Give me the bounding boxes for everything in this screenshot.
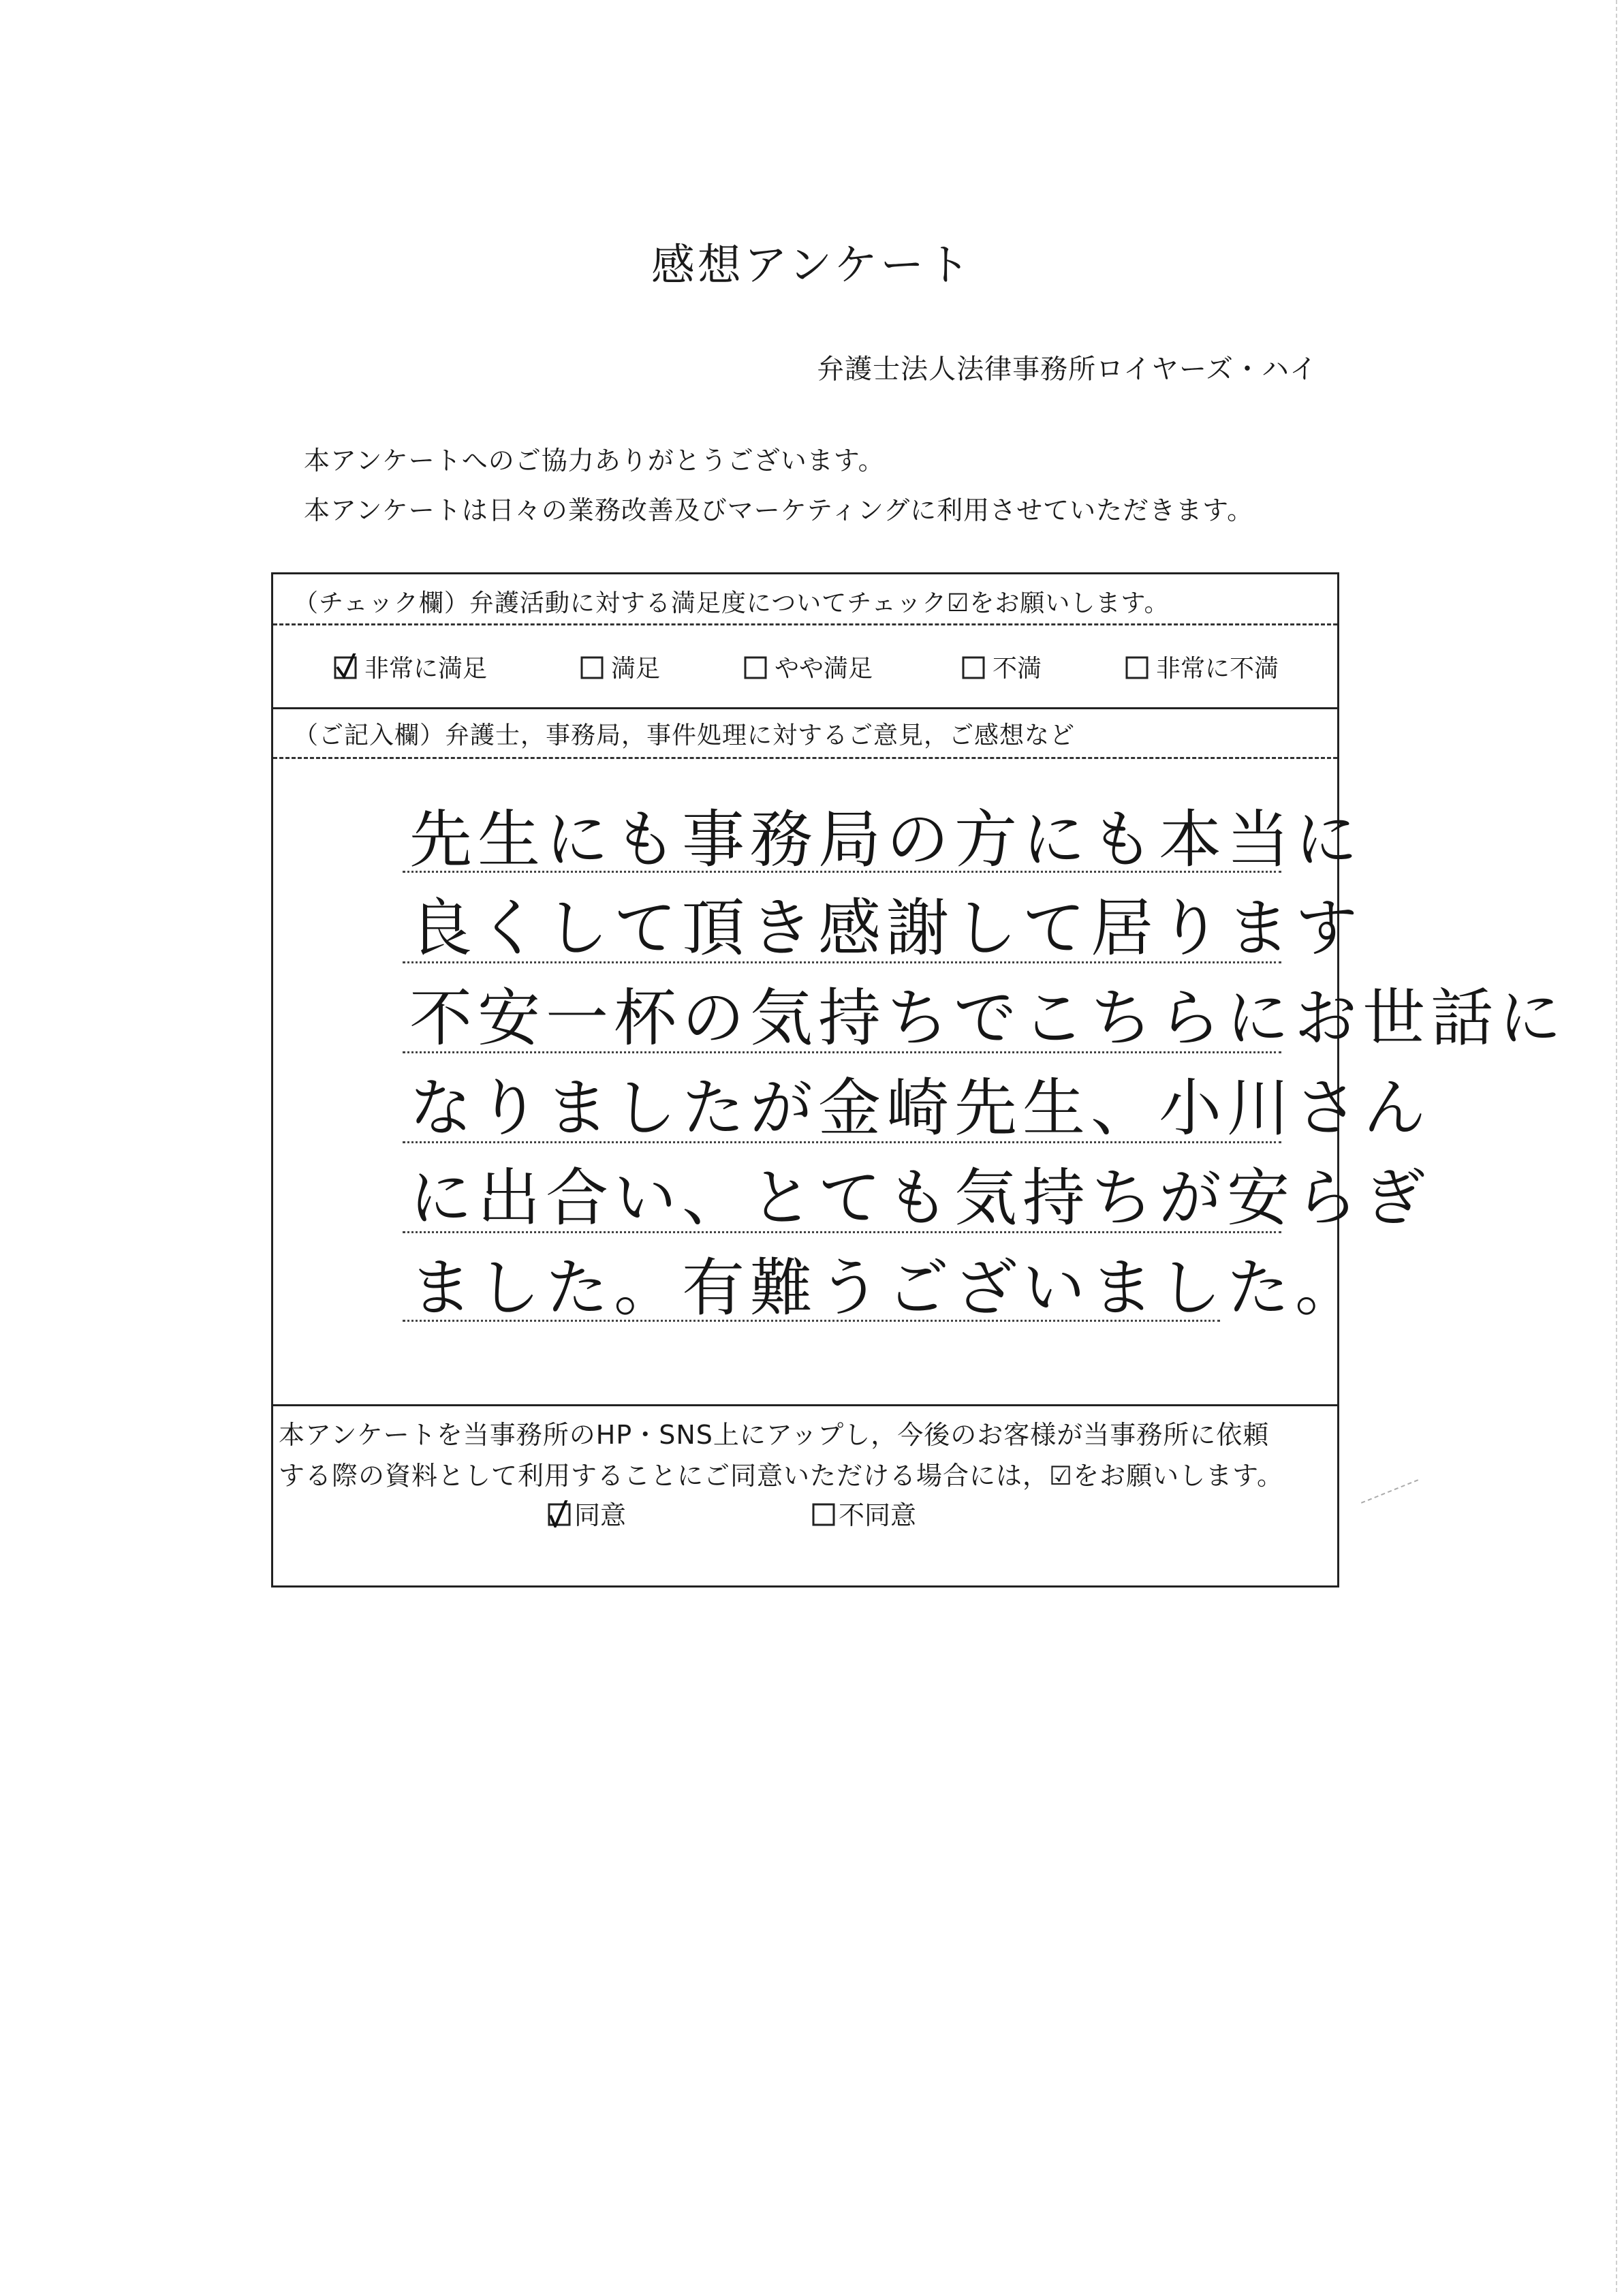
option-somewhat-satisfied[interactable]: [743, 649, 873, 687]
checkbox-checked-icon[interactable]: [547, 1500, 574, 1534]
intro-line-1: 本アンケートへのご協力ありがとうございます。: [304, 446, 885, 476]
option-agree[interactable]: [547, 1494, 626, 1534]
checkbox-icon[interactable]: [1125, 653, 1152, 687]
writing-rule: [403, 1141, 1281, 1143]
satisfaction-header: （チェック欄）弁護活動に対する満足度についてチェック☑をお願いします。: [294, 589, 1170, 617]
divider: [273, 757, 1337, 759]
firm-name: 弁護士法人法律事務所ロイヤーズ・ハイ: [817, 354, 1317, 385]
checkbox-icon[interactable]: [811, 1500, 839, 1534]
writing-rule: [403, 961, 1281, 963]
option-label: 不満: [993, 655, 1042, 683]
checkbox-icon[interactable]: [961, 653, 988, 687]
option-label: やや満足: [775, 655, 873, 683]
handwritten-comment-line: なりましたが金崎先生、小川さん: [409, 1072, 1432, 1145]
option-satisfied[interactable]: [580, 649, 660, 687]
intro-line-2: 本アンケートは日々の業務改善及びマーケティングに利用させていただきます。: [304, 495, 1254, 525]
option-disagree[interactable]: [811, 1494, 916, 1534]
checkbox-icon[interactable]: [743, 653, 770, 687]
option-label: 同意: [574, 1500, 627, 1530]
consent-line-2: する際の資料として利用することにご同意いただける場合には，☑をお願いします。: [279, 1461, 1284, 1491]
consent-line-1: 本アンケートを当事務所のHP・SNS上にアップし，今後のお客様が当事務所に依頼: [279, 1420, 1270, 1450]
section-divider: [273, 707, 1337, 709]
section-divider: [273, 1404, 1337, 1406]
scan-edge-artifact: [1616, 0, 1617, 2292]
comments-header: （ご記入欄）弁護士，事務局，事件処理に対するご意見，ご感想など: [294, 722, 1076, 749]
handwritten-comment-line: に出合い、とても気持ちが安らぎ: [409, 1162, 1432, 1235]
checkbox-icon[interactable]: [580, 653, 607, 687]
survey-form: [271, 572, 1567, 1588]
scan-mark-artifact: [1361, 1479, 1418, 1504]
writing-rule: [403, 871, 1281, 873]
handwritten-comment-line: 不安一杯の気持ちでこちらにお世話に: [409, 982, 1567, 1055]
option-very-dissatisfied[interactable]: [1125, 649, 1279, 687]
divider: [273, 623, 1337, 625]
option-label: 不同意: [839, 1500, 917, 1530]
handwritten-comment-line: ました。有難うございました。: [409, 1252, 1364, 1325]
handwritten-comment-line: 先生にも事務局の方にも本当に: [409, 803, 1364, 876]
writing-rule: [403, 1231, 1281, 1233]
option-label: 非常に満足: [364, 655, 488, 683]
page-title: 感想アンケート: [651, 241, 973, 291]
writing-rule: [403, 1051, 1281, 1053]
writing-rule: [403, 1320, 1220, 1322]
option-dissatisfied[interactable]: [961, 649, 1042, 687]
handwritten-comment-line: 良くして頂き感謝して居ります: [409, 892, 1364, 965]
option-very-satisfied[interactable]: [333, 649, 487, 687]
option-label: 非常に不満: [1156, 655, 1279, 683]
checkbox-checked-icon[interactable]: [333, 653, 360, 687]
option-label: 満足: [611, 655, 661, 683]
